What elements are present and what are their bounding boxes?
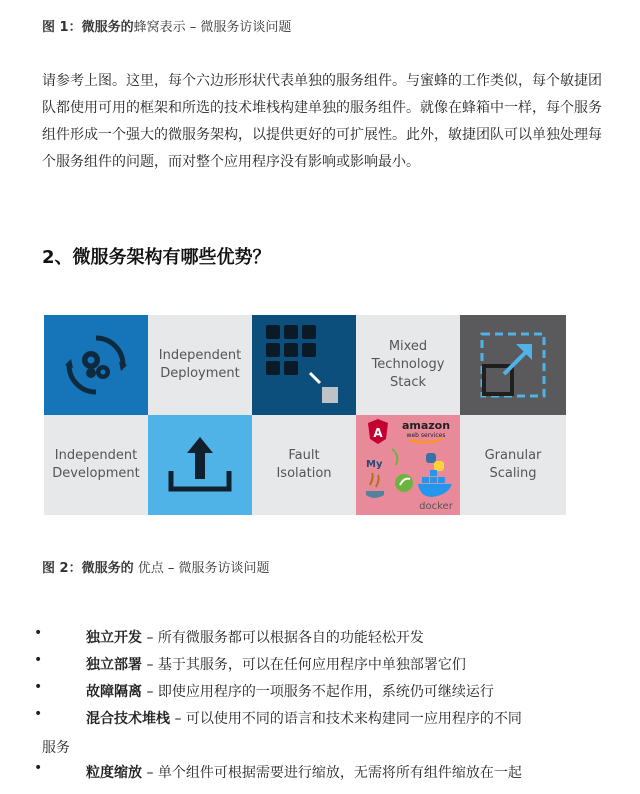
- amazon-logo-text: amazon: [401, 419, 451, 432]
- bullet-dot: •: [34, 760, 43, 776]
- tile-fault-isolation: [252, 415, 356, 515]
- mysql-logo-text: My: [366, 459, 383, 470]
- svg-text:A: A: [373, 426, 383, 440]
- bullet-text: – 基于其服务，可以在任何应用程序中单独部署它们: [142, 657, 466, 673]
- bullet-text: – 所有微服务都可以根据各自的功能轻松开发: [142, 630, 424, 646]
- tile-text: Independent: [54, 448, 138, 463]
- grid-isolation-icon: [264, 323, 344, 407]
- bullet-title: 故障隔离: [86, 684, 142, 700]
- figure-1-label: 图 1：微服务的: [42, 20, 134, 35]
- figure-1-caption: [42, 16, 291, 35]
- tile-text: Isolation: [276, 466, 332, 481]
- upload-icon: [167, 435, 233, 495]
- resize-arrow-icon: [478, 330, 548, 400]
- tile-text: Deployment: [160, 366, 240, 381]
- tile-independent-deployment: [148, 315, 252, 415]
- tile-text: Granular: [484, 448, 542, 463]
- tile-mixed-stack: [356, 315, 460, 415]
- bullet-title: 独立部署: [86, 657, 142, 673]
- aws-logo-text: web services: [406, 432, 446, 439]
- tile-text: Independent: [158, 348, 242, 363]
- bullet-dot: •: [34, 706, 43, 722]
- bullet-dot: •: [34, 679, 43, 695]
- tile-text: Technology: [371, 357, 445, 372]
- bullet-title: 混合技术堆栈: [86, 711, 170, 727]
- tile-text: Stack: [390, 375, 426, 390]
- tile-gears: [44, 315, 148, 415]
- tile-text: Development: [52, 466, 140, 481]
- bullet-text: – 可以使用不同的语言和技术来构建同一应用程序的不同: [170, 711, 522, 727]
- bullet-title: 粒度缩放: [86, 765, 142, 781]
- bullet-title: 独立开发: [86, 630, 142, 646]
- figure-2-caption: [42, 557, 269, 576]
- tile-upload: [148, 415, 252, 515]
- advantages-infographic: [44, 315, 566, 515]
- tech-logos-icon: [356, 415, 460, 515]
- bullet-dot: •: [34, 625, 43, 641]
- bullet-text: – 即使应用程序的一项服务不起作用，系统仍可继续运行: [142, 684, 494, 700]
- bullet-text: – 单个组件可根据需要进行缩放，无需将所有组件缩放在一起: [142, 765, 522, 781]
- tile-text: Scaling: [489, 466, 537, 481]
- gears-cycle-icon: [63, 332, 129, 398]
- body-paragraph: 请参考上图。这里，每个六边形形状代表单独的服务组件。与蜜蜂的工作类似，每个敏捷团队都使用可用的框架和所选的技术堆栈构建单独的服务组件。就像在蜂箱中一样，每个服务组件形成一个强大的微服务架构，以提供更好的可扩展性。此外，敏捷团队可以单独处理每个服务组件的问题，而对整个应用程序没有影响或影响最小。: [42, 73, 602, 170]
- docker-logo-text: docker: [419, 501, 453, 512]
- tile-scaling: [460, 315, 566, 415]
- figure-2-label: 图 2：微服务的: [42, 561, 134, 576]
- section-heading: 2、微服务架构有哪些优势？: [42, 247, 271, 268]
- tile-independent-development: [44, 415, 148, 515]
- tile-tech-logos: [356, 415, 460, 515]
- figure-2-text: 优点 – 微服务访谈问题: [133, 561, 270, 576]
- bullet-continuation: 服务: [42, 740, 70, 756]
- figure-1-text: 蜂窝表示 – 微服务访谈问题: [133, 20, 292, 35]
- tile-grid: [252, 315, 356, 415]
- tile-text: Fault: [288, 448, 320, 463]
- tile-granular-scaling: [460, 415, 566, 515]
- tile-text: Mixed: [388, 339, 428, 354]
- bullet-dot: •: [34, 652, 43, 668]
